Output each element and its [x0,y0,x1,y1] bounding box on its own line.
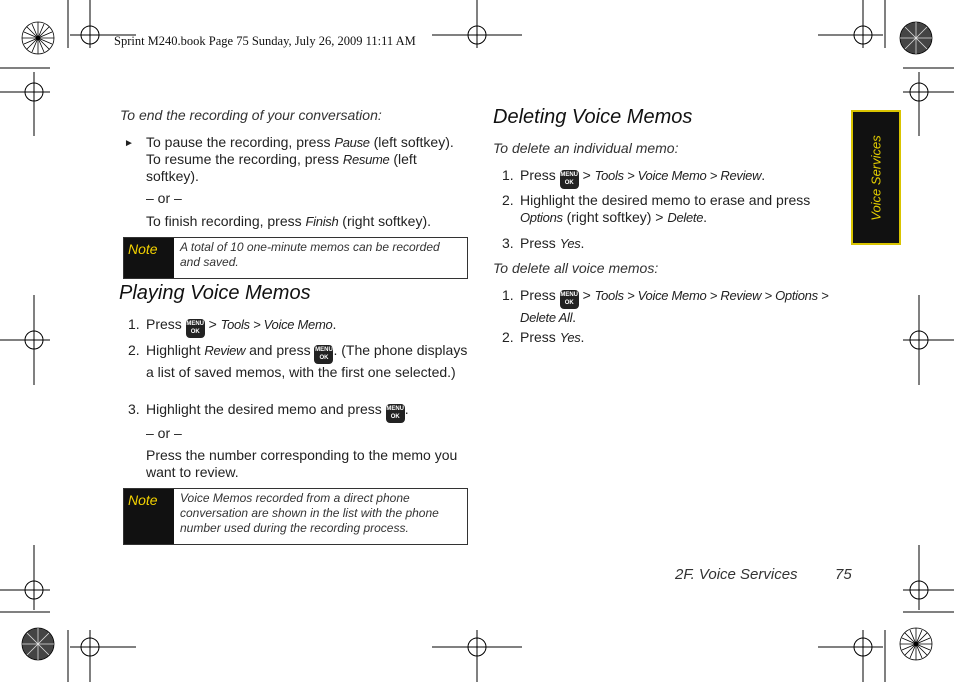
starburst-icon [900,628,932,660]
finish-instruction: To finish recording, press Finish (right softkey). [146,213,432,229]
step-item: 3. Highlight the desired memo and press MENU OK . [128,401,468,423]
step-item: 2. Highlight Review and press MENU OK . (The phone displays a list of saved memos, with the first one selected.) [128,342,468,380]
crosshair-icon [70,630,136,682]
number-instruction: Press the number corresponding to the memo you want to review. [146,447,458,480]
menu-ok-key-icon: MENU OK [560,170,579,189]
bullet-arrow-icon: ► [124,138,134,149]
note-box [123,237,468,279]
menu-ok-key-icon: MENU OK [314,345,333,364]
intro-text: To delete an individual memo: [493,140,679,156]
step-item: 1. Press MENU OK > Tools > Voice Memo > Review. [502,167,847,189]
starburst-icon [22,22,54,54]
step-item: 1. Press MENU OK > Tools > Voice Memo. [128,316,468,338]
or-separator: – or – [146,190,182,206]
note-label: Note [124,238,174,278]
intro-text: To end the recording of your conversation: [120,107,382,123]
starburst-icon [22,628,54,660]
note-box [123,488,468,545]
section-tab [851,110,901,245]
footer-section: 2F. Voice Services [675,566,798,583]
crosshair-icon [432,630,522,682]
crosshair-icon [0,72,50,136]
or-separator: – or – [146,425,182,441]
note-text: A total of 10 one-minute memos can be recorded and saved. [180,240,440,269]
section-tab-label: Voice Services [868,134,884,221]
crosshair-icon [818,0,883,48]
crosshair-icon [0,295,50,385]
note-label: Note [124,489,174,544]
page-number: 75 [835,566,852,583]
menu-ok-key-icon: MENU OK [386,404,405,423]
crosshair-icon [903,545,954,610]
intro-text: To delete all voice memos: [493,260,659,276]
step-item: 2. Highlight the desired memo to erase and press Options (right softkey) > Delete. [502,192,811,225]
step-item: 3. Press Yes. [502,235,585,251]
starburst-icon [900,22,932,54]
crosshair-icon [0,545,50,610]
section-heading: Playing Voice Memos [119,282,311,304]
menu-ok-key-icon: MENU OK [560,290,579,309]
note-text: Voice Memos recorded from a direct phone conversation are shown in the list with the phone number used during the recording process. [180,491,439,535]
crosshair-icon [903,295,954,385]
crosshair-icon [818,630,883,682]
step-item: 1. Press MENU OK > Tools > Voice Memo > Review > Options > Delete All. [502,287,829,325]
step-item: 2. Press Yes. [502,329,585,345]
menu-ok-key-icon: MENU OK [186,319,205,338]
crosshair-icon [432,0,522,48]
print-header: Sprint M240.book Page 75 Sunday, July 26, 2009 11:11 AM [114,34,416,48]
section-heading: Deleting Voice Memos [493,106,693,128]
pause-instruction: To pause the recording, press Pause (left softkey). To resume the recording, press Resume (left softkey). [146,134,454,184]
crosshair-icon [903,72,954,136]
